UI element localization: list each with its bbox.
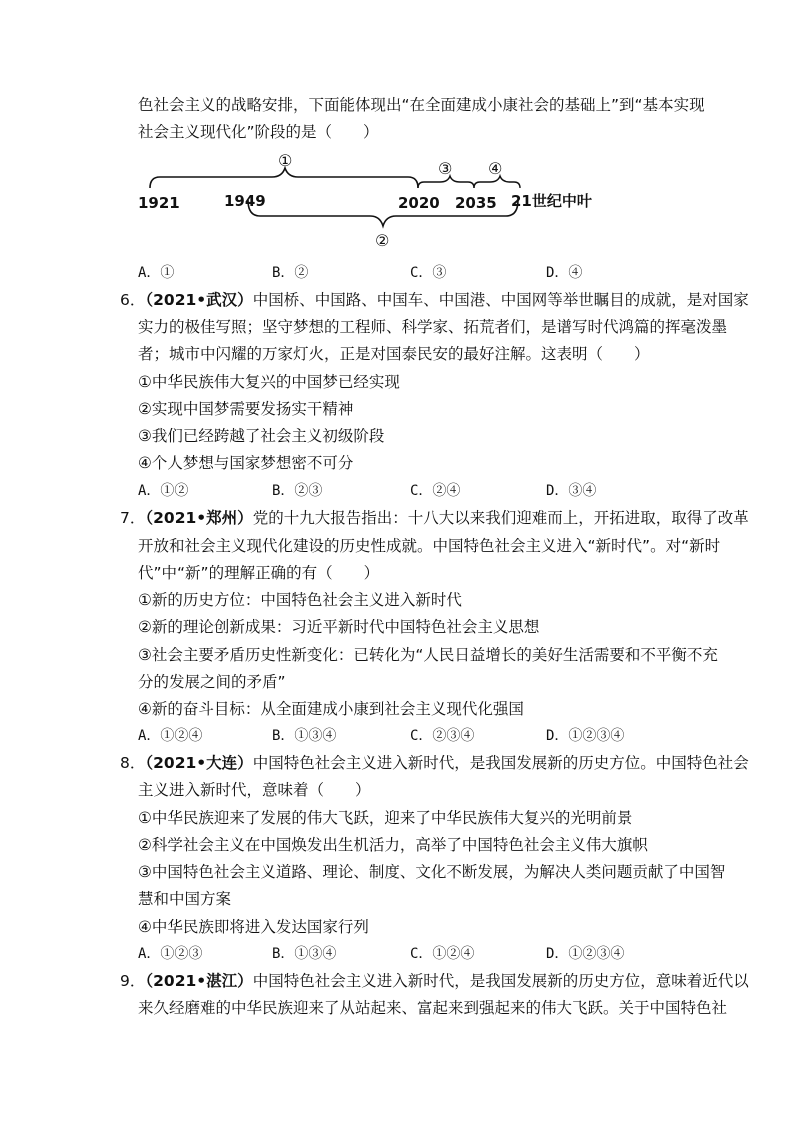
q9-number: 9．: [120, 972, 146, 990]
q7-statement-3: ③社会主要矛盾历史性新变化：已转化为“人民日益增长的美好生活需要和不平衡不充: [138, 646, 718, 664]
q6-stem-line-2: 实力的极佳写照；坚守梦想的工程师、科学家、拓荒者们，是谱写时代鸿篇的挥毫泼墨: [138, 318, 728, 336]
q8-source: （2021•大连）: [145, 754, 253, 772]
q5-stem-line-1: 色社会主义的战略安排，下面能体现出“在全面建成小康社会的基础上”到“基本实现: [138, 96, 705, 114]
q8-statement-3: ③中国特色社会主义道路、理论、制度、文化不断发展，为解决人类问题贡献了中国智: [138, 863, 726, 881]
q6-option-b[interactable]: B．②③: [272, 483, 323, 499]
q9-stem-text-1: 中国特色社会主义进入新时代，是我国发展新的历史方位，意味着近代以: [252, 972, 749, 990]
q7-statement-1: ①新的历史方位：中国特色社会主义进入新时代: [138, 591, 462, 609]
q6-option-a[interactable]: A．①②: [138, 483, 189, 499]
q6-stem-text-1: 中国桥、中国路、中国车、中国港、中国网等举世瞩目的成就，是对国家: [252, 291, 749, 309]
q6-option-d[interactable]: D．③④: [546, 483, 597, 499]
year-2035: 2035: [455, 194, 497, 212]
q7-option-c[interactable]: C．②③④: [410, 728, 475, 744]
mark-2: ②: [375, 231, 390, 250]
mark-1: ①: [278, 151, 293, 170]
q6-statement-4: ④个人梦想与国家梦想密不可分: [138, 454, 354, 472]
q5-option-b[interactable]: B．②: [272, 265, 309, 281]
q8-stem-line-1: [120, 753, 749, 773]
q7-statement-3-cont: 分的发展之间的矛盾”: [138, 673, 286, 691]
q6-statement-3: ③我们已经跨越了社会主义初级阶段: [138, 427, 385, 445]
q8-statement-1: ①中华民族迎来了发展的伟大飞跃，迎来了中华民族伟大复兴的光明前景: [138, 809, 633, 827]
q8-option-d[interactable]: D．①②③④: [546, 946, 625, 962]
year-1949: 1949: [224, 192, 266, 210]
q8-option-c[interactable]: C．①②④: [410, 946, 475, 962]
q6-number: 6．: [120, 291, 146, 309]
q7-stem-line-3: 代”中“新”的理解正确的有（ ）: [138, 564, 380, 582]
q7-stem-text-1: 党的十九大报告指出：十八大以来我们迎难而上，开拓进取，取得了改革: [252, 509, 749, 527]
q6-stem-line-3: 者；城市中闪耀的万家灯火，正是对国泰民安的最好注解。这表明（ ）: [138, 345, 650, 363]
q6-statement-1: ①中华民族伟大复兴的中国梦已经实现: [138, 373, 400, 391]
q8-statement-4: ④中华民族即将进入发达国家行列: [138, 918, 369, 936]
q6-source: （2021•武汉）: [145, 291, 253, 309]
q5-stem-line-2: 社会主义现代化”阶段的是（ ）: [138, 123, 379, 141]
q7-number: 7．: [120, 509, 146, 527]
q8-stem-text-1: 中国特色社会主义进入新时代，是我国发展新的历史方位。中国特色社会: [252, 754, 749, 772]
q7-option-d[interactable]: D．①②③④: [546, 728, 625, 744]
q7-statement-2: ②新的理论创新成果：习近平新时代中国特色社会主义思想: [138, 618, 540, 636]
q6-statement-2: ②实现中国梦需要发扬实干精神: [138, 400, 354, 418]
q9-stem-line-1: [120, 971, 749, 991]
q8-statement-2: ②科学社会主义在中国焕发出生机活力，高举了中国特色社会主义伟大旗帜: [138, 836, 648, 854]
q9-source: （2021•湛江）: [145, 972, 253, 990]
q6-option-c[interactable]: C．②④: [410, 483, 461, 499]
q9-stem-line-2: 来久经磨难的中华民族迎来了从站起来、富起来到强起来的伟大飞跃。关于中国特色社: [138, 999, 728, 1017]
year-mid-century: 21世纪中叶: [511, 192, 592, 210]
year-2020: 2020: [398, 194, 440, 212]
timeline-diagram: [130, 148, 630, 258]
mark-3: ③: [438, 159, 453, 178]
q7-source: （2021•郑州）: [145, 509, 253, 527]
q8-number: 8．: [120, 754, 146, 772]
year-1921: 1921: [138, 194, 180, 212]
q5-option-d[interactable]: D．④: [546, 265, 583, 281]
q7-stem-line-2: 开放和社会主义现代化建设的历史性成就。中国特色社会主义进入“新时代”。对“新时: [138, 537, 721, 555]
q7-option-b[interactable]: B．①③④: [272, 728, 337, 744]
q8-option-b[interactable]: B．①③④: [272, 946, 337, 962]
q7-statement-4: ④新的奋斗目标：从全面建成小康到社会主义现代化强国: [138, 700, 524, 718]
q7-option-a[interactable]: A．①②④: [138, 728, 203, 744]
q7-stem-line-1: [120, 508, 749, 528]
q5-option-c[interactable]: C．③: [410, 265, 447, 281]
q8-stem-line-2: 主义进入新时代，意味着（ ）: [138, 781, 371, 799]
q8-option-a[interactable]: A．①②③: [138, 946, 203, 962]
mark-4: ④: [488, 159, 503, 178]
brace-1: [150, 168, 418, 188]
q8-statement-3-cont: 慧和中国方案: [138, 890, 232, 908]
q6-stem-line-1: [120, 290, 749, 310]
q5-option-a[interactable]: A．①: [138, 265, 175, 281]
